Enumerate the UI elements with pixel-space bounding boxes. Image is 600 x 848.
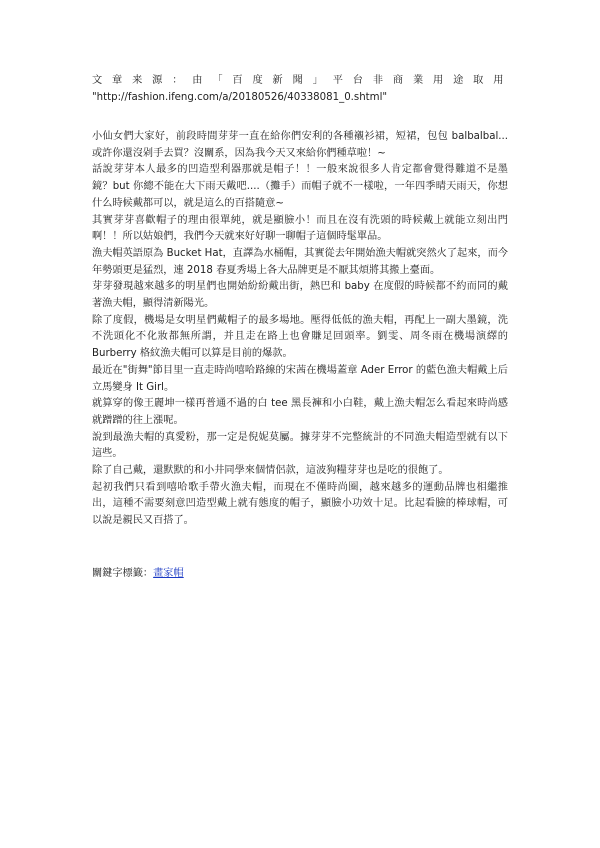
paragraph: 說到最漁夫帽的真愛粉，那一定是倪妮莫屬。據芽芽不完整統計的不同漁夫帽造型就有以下這些。 (92, 431, 508, 460)
paragraph: 起初我們只看到嘻哈歌手帶火漁夫帽，而現在不僅時尚圈，越來越多的運動品牌也相繼推出，這種不需要刻意凹造型戴上就有態度的帽子，顯臉小功效十足。比起看臉的棒球帽，可以說是親民又百搭了。 (92, 481, 508, 527)
keyword-link[interactable]: 畫家帽 (153, 567, 184, 579)
paragraph: 話說芽芽本人最多的凹造型利器那就是帽子！！一般來說很多人肯定都會覺得難道不是墨鏡？but 你總不能在大下雨天戴吧....（攤手）而帽子就不一樣啦，一年四季晴天雨天，你想什么時候戴都可以，就是這么的百搭隨意~ (92, 164, 508, 209)
paragraph: 小仙女們大家好，前段時間芽芽一直在給你們安利的各種襯衫裙，短裙，包包 balbalbal...或許你還沒剁手去買？沒關系，因為我今天又來給你們種草啦！~ (92, 131, 508, 159)
keywords-row (92, 566, 508, 582)
keywords-label: 關鍵字標籤： (92, 567, 154, 579)
paragraph: 漁夫帽英語原為 Bucket Hat，直譯為水桶帽，其實從去年開始漁夫帽就突然火了起來，而今年勢頭更是猛烈，連 2018 春夏秀場上各大品牌更是不厭其煩將其搬上臺面。 (92, 247, 508, 276)
paragraph: 其實芽芽喜歡帽子的理由很單純，就是顯臉小！而且在沒有洗頭的時候戴上就能立刻出門啊！！所以姑娘們，我們今天就來好好聊一聊帽子這個時髦單品。 (92, 214, 508, 243)
source-line: 文章来源：由「百度新聞」平台非商業用途取用 (92, 75, 508, 86)
article-body (92, 129, 508, 530)
paragraph: 除了度假，機場是女明星們戴帽子的最多場地。壓得低低的漁夫帽，再配上一副大墨鏡，洗不洗頭化不化妝都無所謂，并且走在路上也會賺足回頭率。劉雯、周冬雨在機場演繹的 Burberry 格紋漁夫帽可以算是目前的爆款。 (92, 314, 508, 360)
paragraph: 芽芽發現越來越多的明星們也開始紛紛戴出街，熱巴和 baby 在度假的時候都不約而同的戴著漁夫帽，顯得清新陽光。 (92, 281, 508, 310)
paragraph: 就算穿的像王麗坤一樣再普通不過的白 tee 黑長褲和小白鞋，戴上漁夫帽怎么看起來時尚感就蹭蹭的往上漲呢。 (92, 398, 508, 426)
paragraph: 最近在"街舞"節目里一直走時尚嘻哈路線的宋茜在機場蓋章 Ader Error 的藍色漁夫帽戴上后立馬變身 It Girl。 (92, 364, 508, 393)
source-note (92, 72, 508, 106)
source-url: "http://fashion.ifeng.com/a/20180526/40338081_0.shtml" (92, 92, 388, 103)
paragraph: 除了自己戴，還默默的和小井同學來個情侶款，這波狗糧芽芽也是吃的很飽了。 (92, 465, 449, 477)
